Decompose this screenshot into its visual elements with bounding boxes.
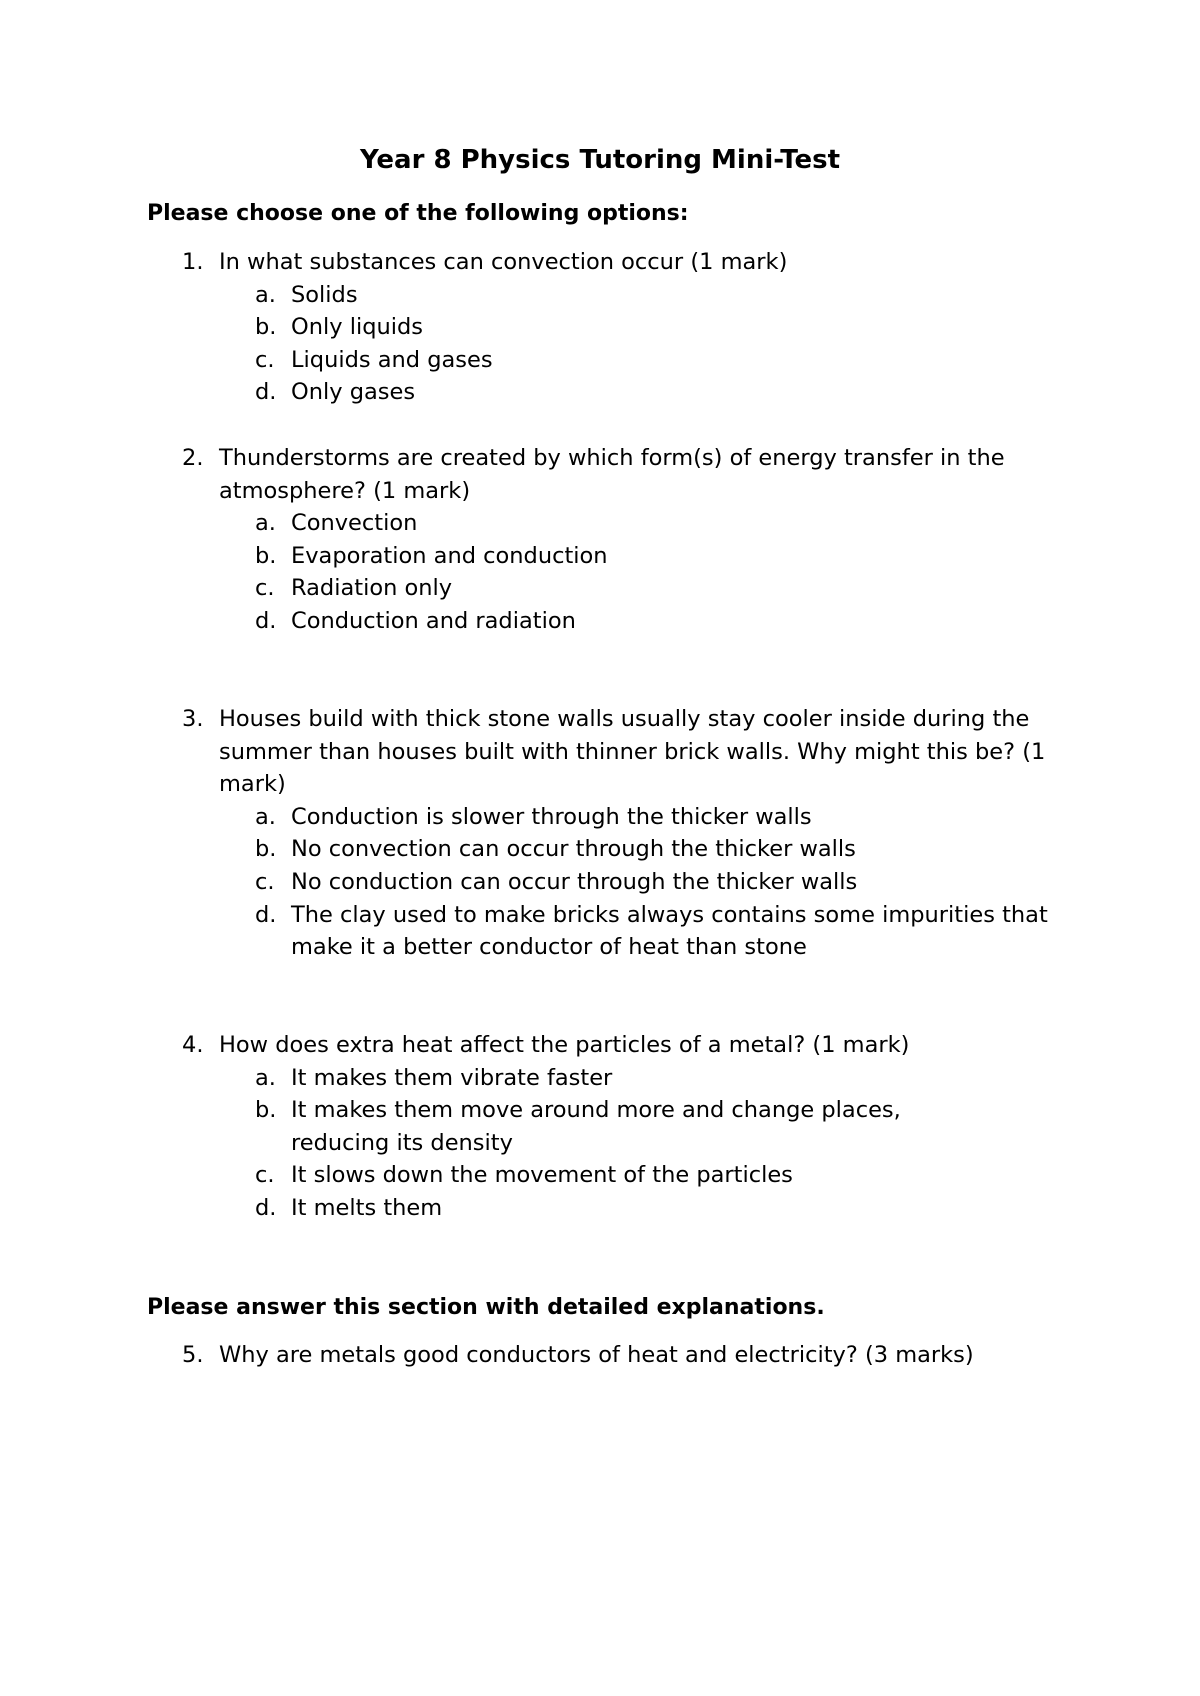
option-letter: d. <box>255 901 277 928</box>
option-text: It slows down the movement of the particles <box>291 1162 793 1189</box>
question-5 <box>0 1339 1200 1372</box>
option-letter: a. <box>255 510 276 537</box>
option-item <box>0 605 1200 638</box>
option-letter: b. <box>255 314 277 341</box>
option-letter: c. <box>255 575 275 602</box>
question-3 <box>0 703 1200 964</box>
option-list <box>0 1062 1200 1225</box>
option-item <box>0 899 1200 964</box>
option-text: Liquids and gases <box>291 346 493 373</box>
option-text: It melts them <box>291 1194 443 1221</box>
question-text: Why are metals good conductors of heat and electricity? (3 marks) <box>219 1342 974 1368</box>
option-text: Solids <box>291 281 358 308</box>
option-text: The clay used to make bricks always contains some impurities that make it a better conductor of heat than stone <box>291 901 1048 961</box>
option-text: Conduction is slower through the thicker walls <box>291 803 812 830</box>
option-text: Conduction and radiation <box>291 607 576 634</box>
option-item <box>0 572 1200 605</box>
question-number: 2. <box>182 445 204 471</box>
option-text: It makes them move around more and change places, reducing its density <box>291 1097 901 1156</box>
option-item <box>0 376 1200 409</box>
question-text: Houses build with thick stone walls usually stay cooler inside during the summer than houses built with thinner brick walls. Why might this be? (1 mark) <box>219 706 1046 798</box>
question-number: 5. <box>182 1342 204 1368</box>
option-item <box>0 540 1200 573</box>
question-text: How does extra heat affect the particles of a metal? (1 mark) <box>219 1032 910 1058</box>
option-letter: d. <box>255 1194 277 1221</box>
option-letter: a. <box>255 803 276 830</box>
option-text: Evaporation and conduction <box>291 542 608 569</box>
page-title: Year 8 Physics Tutoring Mini-Test <box>359 145 841 175</box>
question-number: 3. <box>182 706 204 732</box>
option-item <box>0 1062 1200 1095</box>
option-item <box>0 866 1200 899</box>
option-text: No conduction can occur through the thicker walls <box>291 868 858 895</box>
option-letter: c. <box>255 346 275 373</box>
question-2 <box>0 442 1200 638</box>
option-item <box>0 279 1200 312</box>
option-item <box>0 311 1200 344</box>
option-text: Radiation only <box>291 575 453 602</box>
option-text: Only gases <box>291 379 416 406</box>
section-heading-written: Please answer this section with detailed explanations. <box>147 1295 825 1320</box>
question-text: In what substances can convection occur (1 mark) <box>219 249 788 275</box>
section-heading-multiple-choice: Please choose one of the following options: <box>147 201 689 226</box>
option-text: It makes them vibrate faster <box>291 1064 613 1091</box>
option-item <box>0 801 1200 834</box>
option-letter: c. <box>255 868 275 895</box>
question-number: 4. <box>182 1032 204 1058</box>
option-item <box>0 344 1200 377</box>
option-letter: d. <box>255 379 277 406</box>
option-letter: d. <box>255 607 277 634</box>
option-letter: a. <box>255 1064 276 1091</box>
option-text: No convection can occur through the thicker walls <box>291 836 856 863</box>
option-list <box>0 801 1200 964</box>
question-number: 1. <box>182 249 204 275</box>
option-text: Convection <box>291 510 418 537</box>
option-item <box>0 507 1200 540</box>
option-letter: c. <box>255 1162 275 1189</box>
option-letter: b. <box>255 542 277 569</box>
option-list <box>0 279 1200 409</box>
option-letter: a. <box>255 281 276 308</box>
option-letter: b. <box>255 1097 277 1124</box>
question-4 <box>0 1029 1200 1225</box>
option-list <box>0 507 1200 637</box>
option-item <box>0 833 1200 866</box>
option-text: Only liquids <box>291 314 423 341</box>
option-letter: b. <box>255 836 277 863</box>
option-item <box>0 1094 1200 1159</box>
question-1 <box>0 246 1200 409</box>
option-item <box>0 1192 1200 1225</box>
option-item <box>0 1159 1200 1192</box>
question-text: Thunderstorms are created by which form(s) of energy transfer in the atmosphere? (1 mark) <box>219 445 1005 504</box>
